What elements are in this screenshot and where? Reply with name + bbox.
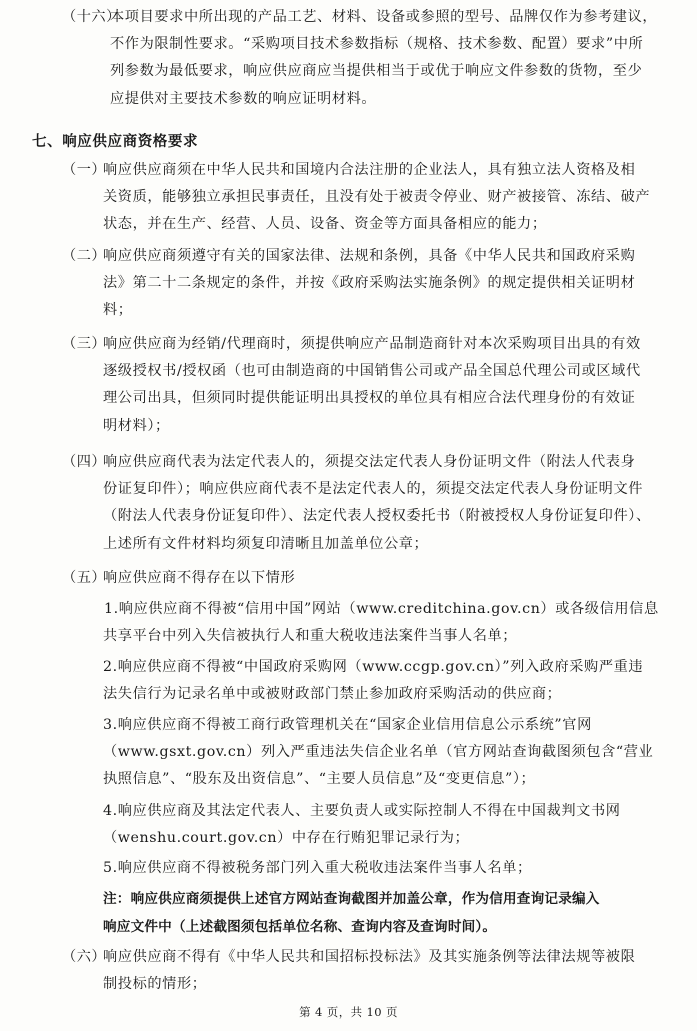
item-1-text xyxy=(103,157,650,239)
text-line: 理公司出具，但须同时提供能证明出具授权的单位具有相应合法代理身份的有效证 xyxy=(103,390,636,407)
text-line: 份证复印件）；响应供应商代表不是法定代表人的，须提交法定代表人身份证明文件 xyxy=(103,481,644,498)
sub-item-3 xyxy=(103,712,653,794)
text-line: 响应供应商须遵守有关的国家法律、法规和条例，具备《中华人民共和国政府采购 xyxy=(103,248,636,264)
text-line: 共享平台中列入失信被执行人和重大税收违法案件当事人名单； xyxy=(103,628,518,645)
sub-item-4 xyxy=(103,798,621,852)
sub-item-1 xyxy=(103,596,659,650)
item-number: （六） xyxy=(62,949,107,965)
text-line: 响应供应商不得存在以下情形 xyxy=(103,570,296,586)
text-line: 料； xyxy=(103,302,133,319)
item-number: （四） xyxy=(62,454,107,470)
clause-16-text xyxy=(110,4,657,113)
text-line: （www.gsxt.gov.cn）列入严重违法失信企业名单（官方网站查询截图须包含“营业 xyxy=(103,744,654,761)
text-line: 法》第二十二条规定的条件，并按《政府采购法实施条例》的规定提供相关证明材 xyxy=(103,275,636,292)
text-line: 4.响应供应商及其法定代表人、主要负责人或实际控制人不得在中国裁判文书网 xyxy=(103,803,621,819)
text-line: 上述所有文件材料均须复印清晰且加盖单位公章； xyxy=(103,535,429,552)
text-line: 响应供应商不得有《中华人民共和国招标投标法》及其实施条例等法律法规等被限 xyxy=(103,949,636,965)
item-5-text xyxy=(103,565,295,592)
text-line: 响应供应商代表为法定代表人的，须提交法定代表人身份证明文件（附法人代表身 xyxy=(103,454,636,470)
text-line: 本项目要求中所出现的产品工艺、材料、设备或参照的型号、品牌仅作为参考建议， xyxy=(110,9,658,25)
text-line: 法失信行为记录名单中或被财政部门禁止参加政府采购活动的供应商； xyxy=(103,686,562,703)
credit-check-note xyxy=(103,886,600,941)
item-3-text xyxy=(103,331,641,440)
text-line: 响应供应商须在中华人民共和国境内合法注册的企业法人，具有独立法人资格及相 xyxy=(103,162,636,178)
item-number: （三） xyxy=(62,336,107,352)
text-line: 响应供应商为经销/代理商时，须提供响应产品制造商针对本次采购项目出具的有效 xyxy=(103,336,641,352)
text-line: 注：响应供应商须提供上述官方网站查询截图并加盖公章，作为信用查询记录编入 xyxy=(103,891,600,907)
text-line: 列参数为最低要求，响应供应商应当提供相当于或优于响应文件参数的货物，至少 xyxy=(110,63,643,80)
text-line: 不作为限制性要求。“采购项目技术参数指标（规格、技术参数、配置）要求”中所 xyxy=(110,36,644,53)
text-line: 关资质，能够独立承担民事责任，且没有处于被责令停业、财产被接管、冻结、破产 xyxy=(103,189,651,206)
text-line: 3.响应供应商不得被工商行政管理机关在“国家企业信用信息公示系统”官网 xyxy=(103,717,592,733)
text-line: （wenshu.court.gov.cn）中存在行贿犯罪记录行为； xyxy=(103,830,470,847)
text-line: 制投标的情形； xyxy=(103,976,207,993)
item-number: （五） xyxy=(62,570,107,586)
item-number: （二） xyxy=(62,248,107,264)
item-number: （一） xyxy=(62,162,107,178)
text-line: 响应文件中（上述截图须包括单位名称、查询内容及查询时间）。 xyxy=(103,918,497,935)
clause-number: （十六） xyxy=(62,9,121,25)
page-footer: 第 4 页，共 10 页 xyxy=(299,1005,398,1019)
text-line: 应提供对主要技术参数的响应证明材料。 xyxy=(110,90,377,107)
text-line: 5.响应供应商不得被税务部门列入重大税收违法案件当事人名单； xyxy=(103,860,532,876)
text-line: 逐级授权书/授权函（也可由制造商的中国销售公司或产品全国总代理公司或区域代 xyxy=(103,363,641,380)
item-6-text xyxy=(103,944,635,998)
sub-item-5 xyxy=(103,855,532,882)
item-4-text xyxy=(103,449,651,558)
sub-item-2 xyxy=(103,654,643,708)
item-2-text xyxy=(103,243,635,325)
text-line: 明材料）； xyxy=(103,417,170,434)
section-heading: 七、响应供应商资格要求 xyxy=(32,134,199,150)
text-line: 2.响应供应商不得被“中国政府采购网（www.ccgp.gov.cn）”列入政府采购严重违 xyxy=(103,659,644,675)
text-line: 状态，并在生产、经营、人员、设备、资金等方面具备相应的能力； xyxy=(103,216,547,233)
text-line: （附法人代表身份证复印件）、法定代表人授权委托书（附被授权人身份证复印件）、 xyxy=(103,508,651,525)
text-line: 1.响应供应商不得被“信用中国”网站（www.creditchina.gov.cn）或各级信用信息 xyxy=(104,601,659,617)
text-line: 执照信息”、“股东及出资信息”、“主要人员信息”及“变更信息”）； xyxy=(103,771,536,788)
